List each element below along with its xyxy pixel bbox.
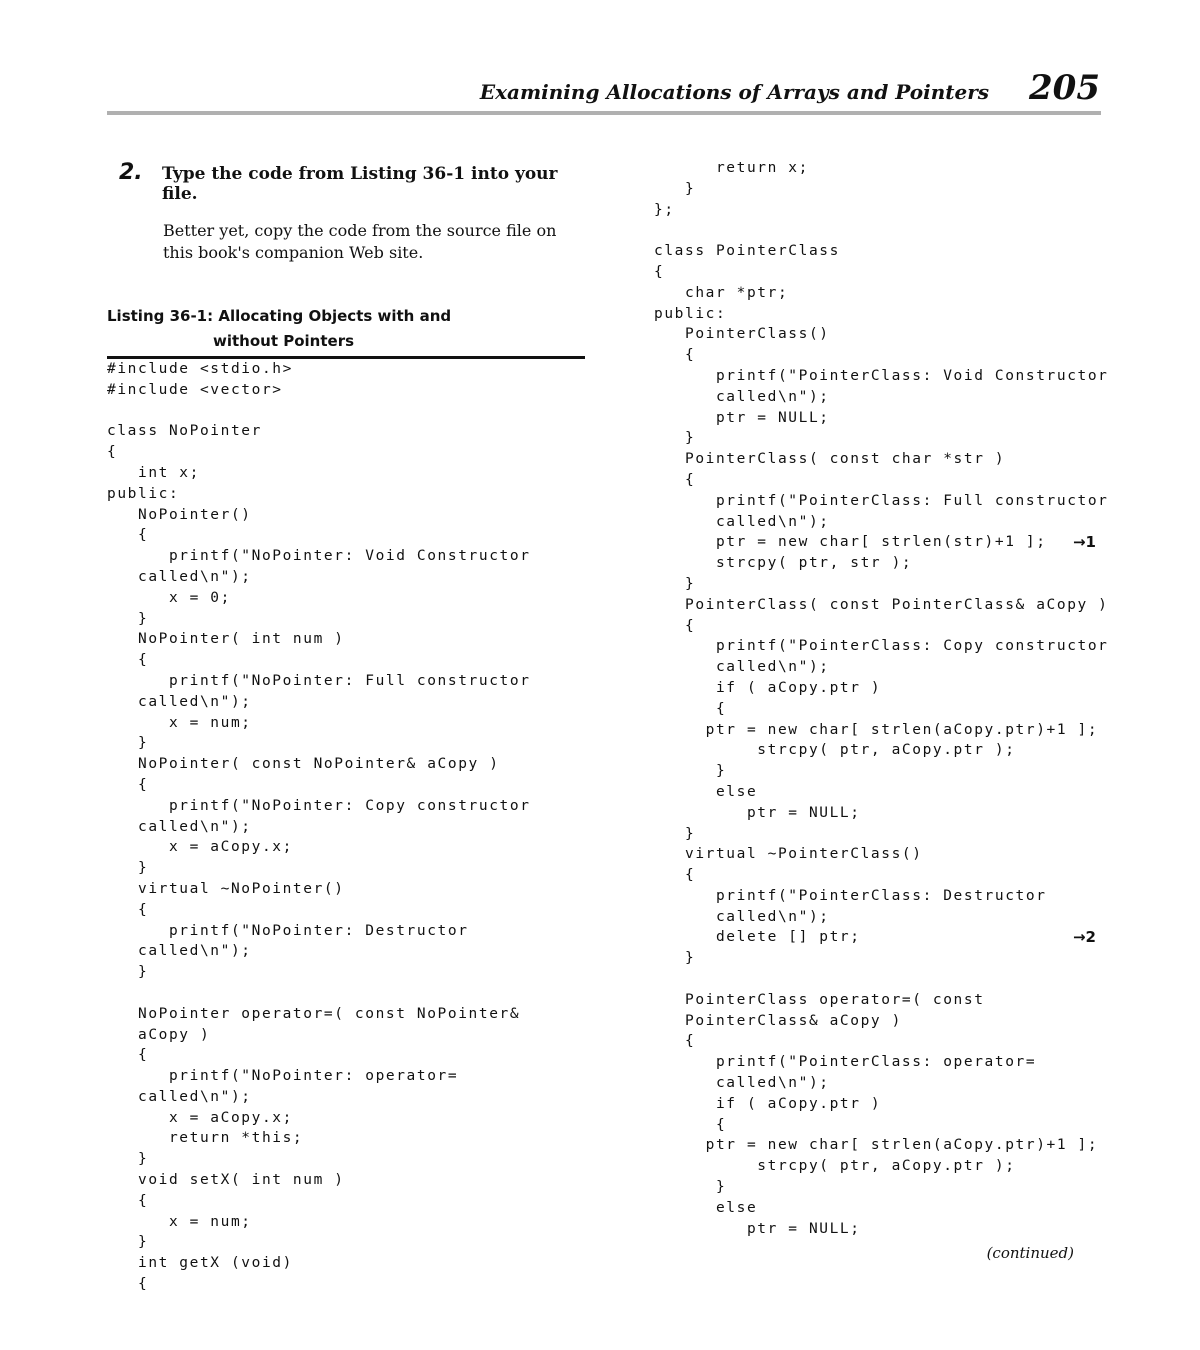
listing-caption [107,304,585,354]
code-line-marked-1 [654,532,1100,553]
annotation-marker-2: →2 [1072,928,1096,947]
running-title: Examining Allocations of Arrays and Pointers [479,80,990,104]
code-line-text: delete [] ptr; [654,929,861,946]
code-line-text: ptr = new char[ strlen(str)+1 ]; [654,534,1047,551]
listing-caption-line1: Listing 36-1: Allocating Objects with and [107,307,452,325]
left-column [107,160,585,1295]
code-block-right-part1: return x; } }; class PointerClass { char *ptr; public: PointerClass() { printf("PointerClass: Void Constructor called\n"); ptr = NULL; } PointerClass( const char *str ) { printf("PointerClass: Full constructor called\n"); [654,160,1109,530]
step-instruction: Type the code from Listing 36-1 into your file. [162,164,558,204]
code-block-right-part2: strcpy( ptr, str ); } PointerClass( const PointerClass& aCopy ) { printf("PointerClass: Copy constructor called\n"); if ( aCopy.ptr ) { ptr = new char[ strlen(aCopy.ptr)+1 ]; strcpy( ptr, aCopy.ptr ); } else ptr = NULL; } virtual ~PointerClass() { printf("PointerClass: Destructor called\n"); [684,555,1109,925]
continued-note: (continued) [986,1244,1074,1262]
page-number: 205 [1029,68,1100,108]
header-rule [107,111,1101,115]
code-line-marked-2 [654,927,1100,948]
code-block-right-part3: } PointerClass operator=( const PointerClass& aCopy ) { printf("PointerClass: operator= called\n"); if ( aCopy.ptr ) { ptr = new char[ strlen(aCopy.ptr)+1 ]; strcpy( ptr, aCopy.ptr ); } else ptr = NULL; [684,950,1099,1237]
step-body: Better yet, copy the code from the source file on this book's companion Web site. [163,221,557,262]
annotation-marker-1: →1 [1072,533,1096,552]
step-number: 2. [119,160,143,185]
step-item [119,160,585,204]
running-head [480,68,1100,108]
code-block-left: #include <stdio.h> #include <vector> class NoPointer { int x; public: NoPointer() { printf("NoPointer: Void Constructor called\n"); x = 0; } NoPointer( int num ) { printf("NoPointer: Full constructor called\n"); x = num; } NoPointer( const NoPointer& aCopy ) { printf("NoPointer: Copy constructor called\n"); x = aCopy.x; } virtual ~NoPointer() { printf("NoPointer: Destructor called\n"); } NoPointer operator=( const NoPointer& aCopy ) { printf("NoPointer: operator= called\n"); x = aCopy.x; return *this; } void setX( int num ) { x = num; } int getX (void) { [107,361,531,1293]
listing-caption-line2: without Pointers [213,332,355,350]
right-column [654,158,1109,1239]
